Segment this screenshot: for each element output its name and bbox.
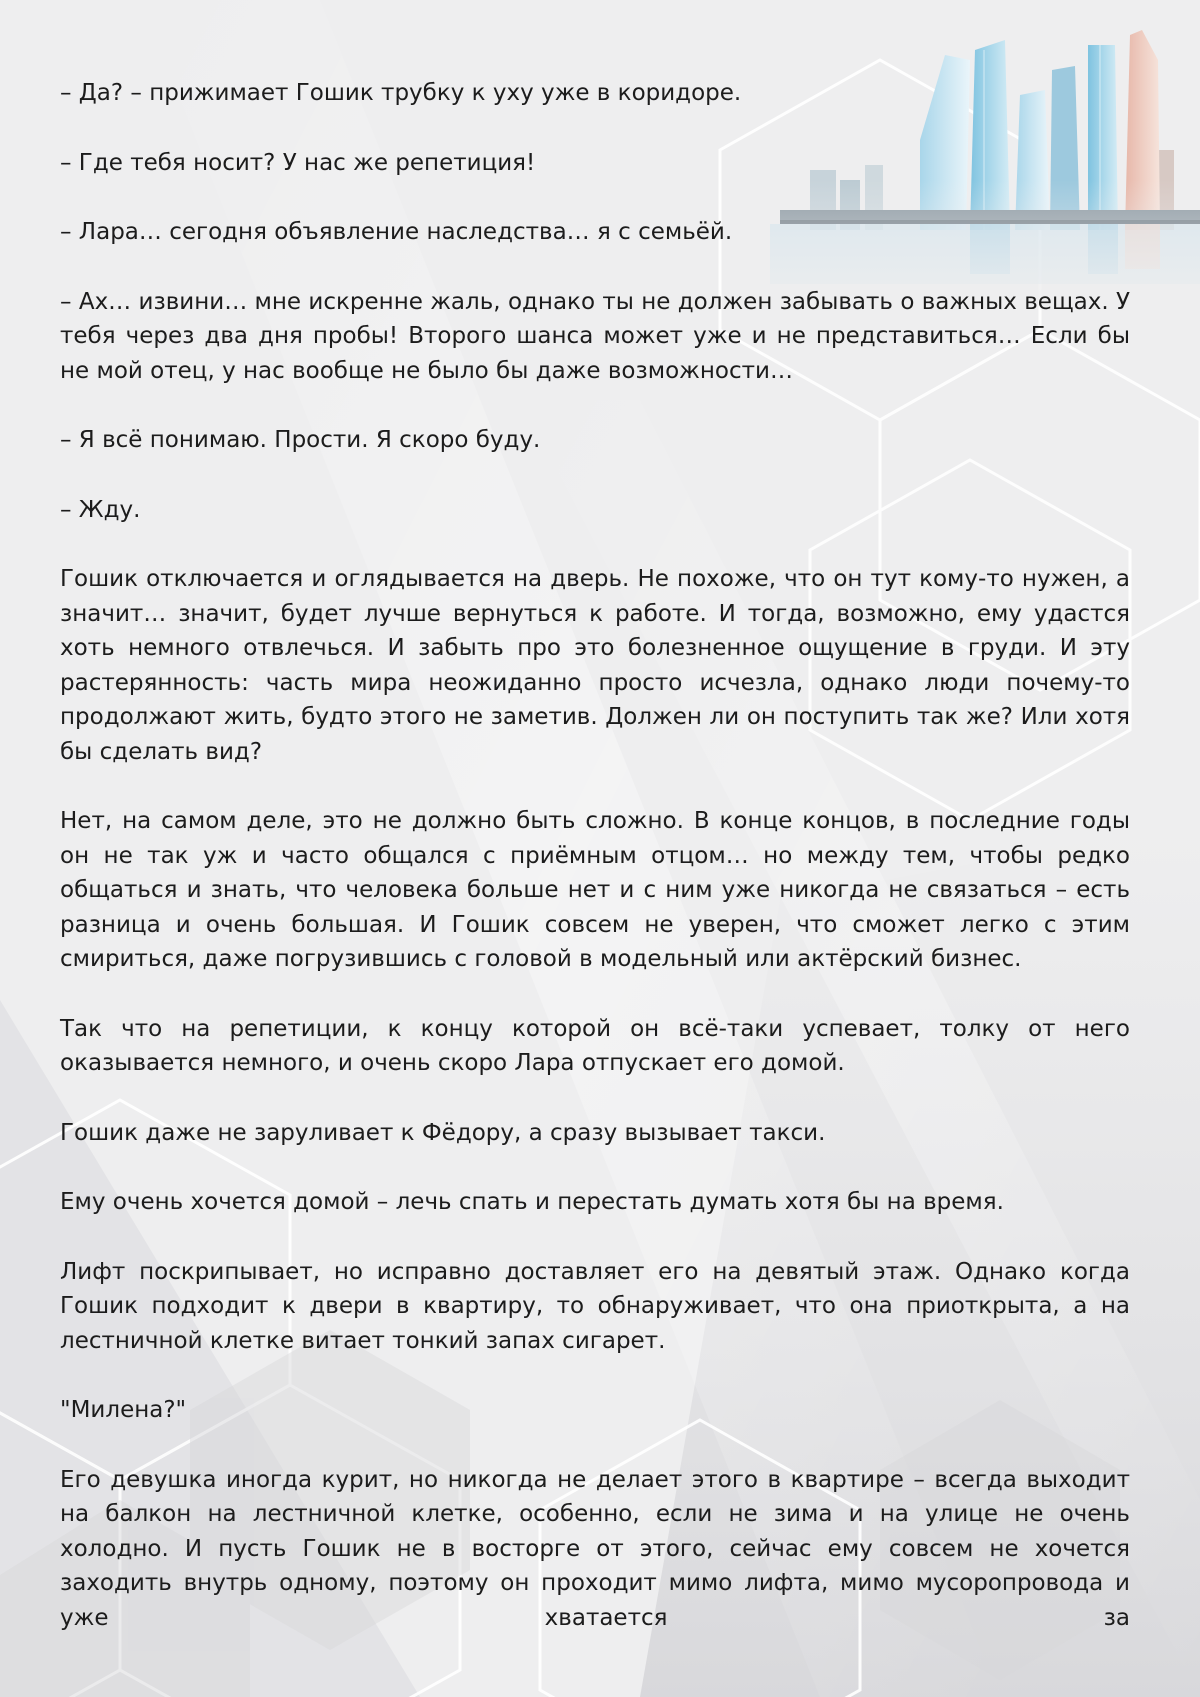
paragraph-13: "Милена?" bbox=[60, 1397, 187, 1423]
paragraph-14: Его девушка иногда курит, но никогда не делает этого в квартире – всегда выходит на балкон на лестничной клетке, особенно, если не зима и на улице не очень холодно. И пусть Гошик не в восторге от этого, сейчас ему совсем не хочется заходить внутрь одному, поэтому он проходит мимо лифта, мимо мусоропровода и уже хватается за bbox=[60, 1466, 1130, 1631]
paragraph-3: – Лара… сегодня объявление наследства… я с семьёй. bbox=[60, 219, 733, 245]
paragraph-2: – Где тебя носит? У нас же репетиция! bbox=[60, 149, 536, 176]
paragraph-11: Ему очень хочется домой – лечь спать и перестать думать хотя бы на время. bbox=[60, 1189, 1004, 1215]
paragraph-4: – Ах… извини… мне искренне жаль, однако ты не должен забывать о важных вещах. У тебя через два дня пробы! Второго шанса может уже и не представиться… Если бы не мой отец, у нас вообще не было бы даже возможности… bbox=[60, 288, 1130, 384]
paragraph-1: – Да? – прижимает Гошик трубку к уху уже в коридоре. bbox=[60, 80, 742, 106]
paragraph-7: Гошик отключается и оглядывается на дверь. Не похоже, что он тут кому-то нужен, а значит… значит, будет лучше вернуться к работе. И тогда, возможно, ему удастся хоть немного отвлечься. И забыть про это болезненное ощущение в груди. И эту растерянность: часть мира неожиданно просто исчезла, однако люди почему-то продолжают жить, будто этого не заметив. Должен ли он поступить так же? Или хотя бы сделать вид? bbox=[60, 566, 1130, 765]
paragraph-6: – Жду. bbox=[60, 496, 141, 523]
paragraph-5: – Я всё понимаю. Прости. Я скоро буду. bbox=[60, 427, 541, 453]
paragraph-10: Гошик даже не заруливает к Фёдору, а сразу вызывает такси. bbox=[60, 1119, 826, 1146]
story-text bbox=[60, 76, 1130, 1635]
paragraph-12: Лифт поскрипывает, но исправно доставляет его на девятый этаж. Однако когда Гошик подходит к двери в квартиру, то обнаруживает, что она приоткрыта, а на лестничной клетке витает тонкий запах сигарет. bbox=[60, 1258, 1130, 1354]
paragraph-9: Так что на репетиции, к концу которой он всё-таки успевает, толку от него оказывается немного, и очень скоро Лара отпускает его домой. bbox=[60, 1015, 1130, 1076]
paragraph-8: Нет, на самом деле, это не должно быть сложно. В конце концов, в последние годы он не так уж и часто общался с приёмным отцом… но между тем, чтобы редко общаться и знать, что человека больше нет и с ним уже никогда не связаться – есть разница и очень большая. И Гошик совсем не уверен, что сможет легко с этим смириться, даже погрузившись с головой в модельный или актёрский бизнес. bbox=[60, 808, 1130, 972]
